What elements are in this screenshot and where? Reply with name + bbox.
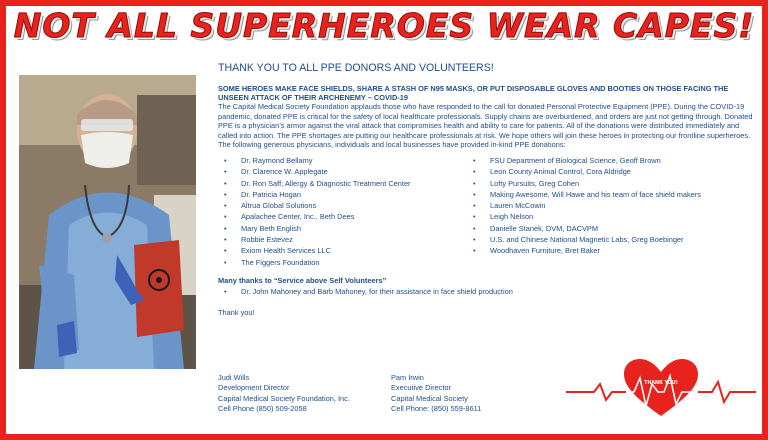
service-volunteers-title: Many thanks to “Service above Self Volunteers” bbox=[218, 275, 387, 285]
donor-item: • Dr. Patricia Hogan bbox=[218, 189, 458, 200]
donor-item: • Altrua Global Solutions bbox=[218, 200, 458, 211]
intro-paragraph: The Capital Medical Society Foundation applauds those who have responded to the call for donated Personal Protective Equipment (PPE). During the COVID-19 pandemic, donated PPE is critical for the safety of local healthcare professionals. Supply chains are overburdened, and orders are just not getting through. Donated PPE is a physician’s armor against the viral attack that compromises health and ability to care for patients. All of the donations were distributed immediately and called into action. The PPE shortages are putting our healthcare professionals at risk. We hope others will join these heroes in protecting our frontline superheroes. The following generous physicians, individuals and local businesses have provided in-kind PPE donations: bbox=[218, 102, 753, 150]
donor-list-right bbox=[467, 155, 757, 257]
signature-name: Judi Wills bbox=[218, 373, 250, 382]
donor-item: • Robbie Estevez bbox=[218, 234, 458, 245]
donor-item: • Leon County Animal Control, Cora Aldridge bbox=[467, 166, 757, 177]
donor-item: • FSU Department of Biological Science, Geoff Brown bbox=[467, 155, 757, 166]
signature-block-right bbox=[391, 373, 591, 415]
donor-item: • Apalachee Center, Inc., Beth Dees bbox=[218, 211, 458, 222]
donor-item: • Woodhaven Furniture, Bret Baker bbox=[467, 245, 757, 256]
donor-lists bbox=[218, 155, 756, 273]
donor-item: • Dr. Clarence W. Applegate bbox=[218, 166, 458, 177]
donor-list-left bbox=[218, 155, 458, 268]
signature-org: Capital Medical Society Foundation, Inc. bbox=[218, 393, 350, 403]
signature-org: Capital Medical Society bbox=[391, 393, 468, 403]
service-volunteer-item: • Dr. John Mahoney and Barb Mahoney, for their assistance in face shield production bbox=[218, 286, 756, 297]
heart-label: THANK YOU! bbox=[644, 381, 678, 386]
donor-item: • Lauren McCowin bbox=[467, 200, 757, 211]
headline: NOT ALL SUPERHEROES WEAR CAPES! bbox=[13, 6, 755, 45]
signature-role: Development Director bbox=[218, 383, 290, 393]
donor-item: • The Figgers Foundation bbox=[218, 257, 458, 268]
signature-block-left bbox=[218, 373, 418, 415]
donor-item: • Leigh Nelson bbox=[467, 211, 757, 222]
donor-item: • Danielle Stanek, DVM, DACVPM bbox=[467, 223, 757, 234]
donor-item: • U.S. and Chinese National Magnetic Labs, Greg Boebinger bbox=[467, 234, 757, 245]
signature-role: Executive Director bbox=[391, 383, 451, 393]
main-content bbox=[218, 62, 756, 318]
signature-name: Pam Irwin bbox=[391, 373, 424, 382]
thank-you-text: Thank you! bbox=[218, 307, 255, 317]
donor-item: • Mary Beth English bbox=[218, 223, 458, 234]
donor-item: • Exiom Health Services LLC bbox=[218, 245, 458, 256]
subheading: SOME HEROES MAKE FACE SHIELDS, SHARE A STASH OF N95 MASKS, OR PUT DISPOSABLE GLOVES AND BOOTIES ON THOSE FACING THE UNSEEN ATTACK OF THEIR ARCHENEMY – COVID-19 bbox=[218, 84, 729, 102]
page-title: THANK YOU TO ALL PPE DONORS AND VOLUNTEERS! bbox=[218, 62, 494, 74]
signature-phone: Cell Phone: (850) 559-8611 bbox=[391, 404, 482, 414]
donor-item: • Dr. Ron Saff, Allergy & Diagnostic Treatment Center bbox=[218, 178, 458, 189]
donor-item: • Dr. Raymond Bellamy bbox=[218, 155, 458, 166]
donor-item: • Lofty Pursuits, Greg Cohen bbox=[467, 178, 757, 189]
donor-item: • Making Awesome, Will Hawe and his team of face shield makers bbox=[467, 189, 757, 200]
healthcare-worker-photo bbox=[19, 75, 196, 369]
signature-phone: Cell Phone (850) 509-2058 bbox=[218, 404, 307, 414]
heartbeat-heart-icon bbox=[566, 354, 756, 424]
